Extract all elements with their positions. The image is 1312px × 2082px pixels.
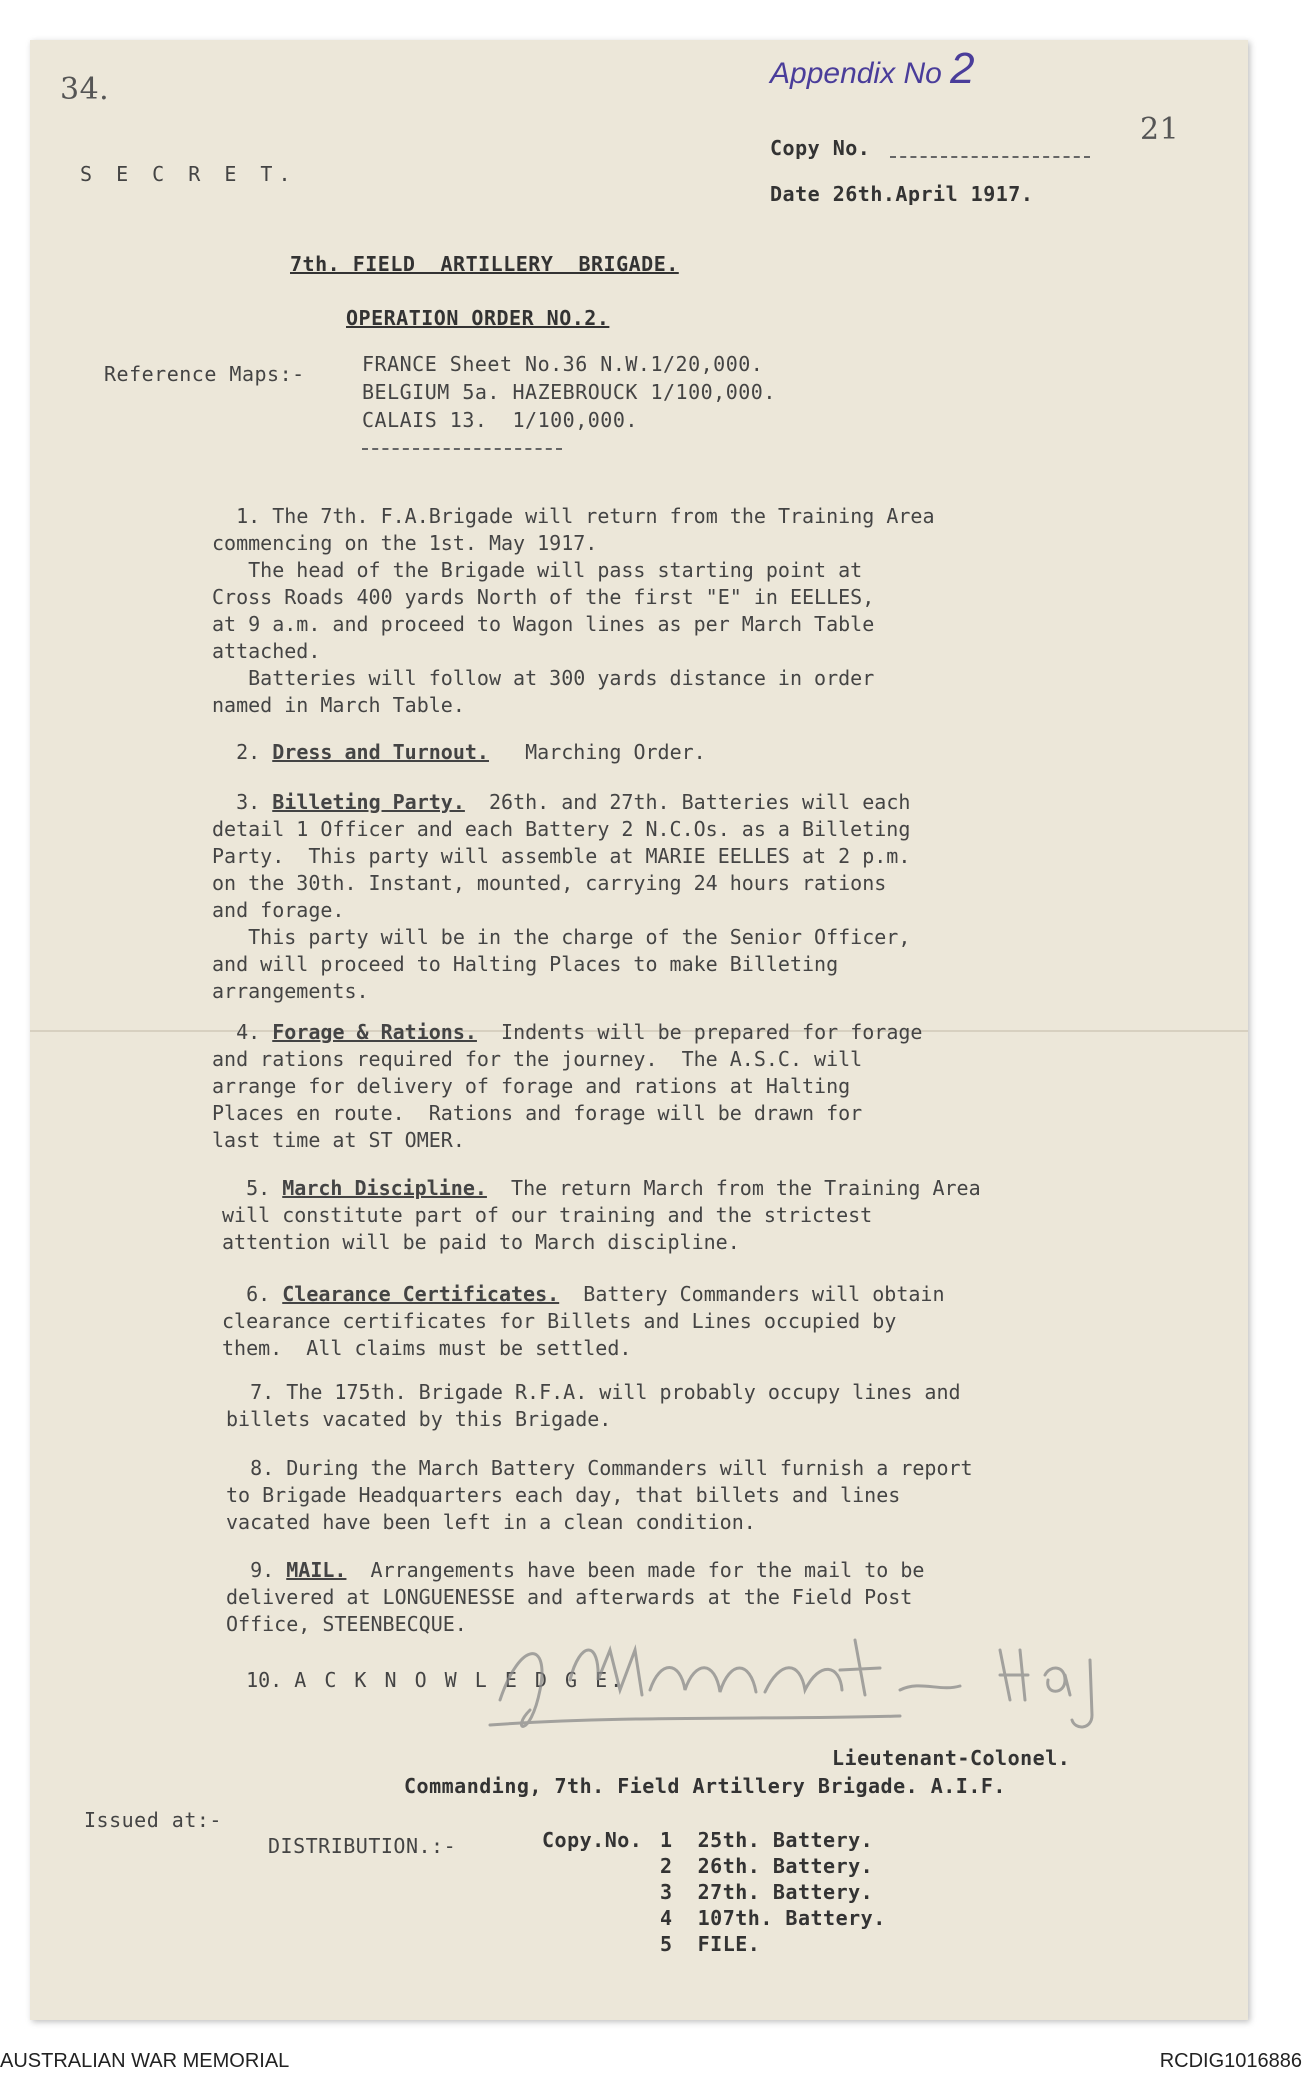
page-number-right: 21 [1140, 112, 1180, 147]
distribution-item: 5 FILE. [660, 1932, 761, 1956]
distribution-item: 1 25th. Battery. [660, 1828, 874, 1852]
paragraph-number: 8. [250, 1456, 275, 1480]
distribution-copy-label: Copy.No. [542, 1828, 643, 1852]
paragraph-3 [212, 762, 910, 1005]
paragraph-6 [222, 1254, 945, 1362]
distribution-item: 2 26th. Battery. [660, 1854, 874, 1878]
paragraph-heading: MAIL. [286, 1558, 347, 1582]
appendix-number: 2 [950, 44, 975, 93]
reference-underline [362, 448, 562, 450]
copy-number-line [890, 156, 1090, 158]
paragraph-text: Marching Order. [525, 740, 706, 764]
paragraph-text: A C K N O W L E D G E. [294, 1668, 626, 1692]
handwritten-signature [480, 1620, 1140, 1740]
issued-at: Issued at:- [84, 1808, 222, 1832]
appendix-annotation [770, 44, 975, 94]
document-subtitle: OPERATION ORDER NO.2. [346, 306, 610, 330]
paragraph-4 [212, 992, 922, 1154]
paragraph-number: 9. [250, 1558, 275, 1582]
paragraph-8 [226, 1428, 973, 1536]
appendix-no-prefix: No [903, 57, 942, 90]
paragraph-2 [212, 712, 706, 766]
paragraph-text: Battery Commanders will obtain clearance certificates for Billets and Lines occupied by them. All claims must be settled. [222, 1282, 945, 1360]
page-number-left: 34. [60, 72, 110, 107]
paragraph-text: Arrangements have been made for the mail to be delivered at LONGUENESSE and afterwards at the Field Post Office, STEENBECQUE. [226, 1558, 925, 1636]
reference-label: Reference Maps:- [104, 362, 305, 386]
order-date: Date 26th.April 1917. [770, 182, 1034, 206]
paragraph-5 [222, 1148, 981, 1256]
paragraph-number: 1. [236, 504, 261, 528]
paragraph-text: The return March from the Training Area will constitute part of our training and the strictest attention will be paid to March discipline. [222, 1176, 981, 1254]
paragraph-number: 4. [236, 1020, 261, 1044]
paragraph-text: The 175th. Brigade R.F.A. will probably occupy lines and billets vacated by this Brigade. [226, 1380, 961, 1431]
paragraph-number: 7. [250, 1380, 275, 1404]
paragraph-heading: Billeting Party. [272, 790, 465, 814]
paragraph-number: 10. [246, 1668, 283, 1692]
paragraph-number: 5. [246, 1176, 271, 1200]
paragraph-number: 3. [236, 790, 261, 814]
appendix-label: Appendix [770, 57, 896, 90]
copy-label: Copy No. [770, 136, 871, 160]
paragraph-number: 6. [246, 1282, 271, 1306]
document-title: 7th. FIELD ARTILLERY BRIGADE. [290, 252, 679, 276]
paragraph-text: Indents will be prepared for forage and rations required for the journey. The A.S.C. will arrange for delivery of forage and rations at Halting Places en route. Rations and forage will be drawn for last time at ST OMER. [212, 1020, 923, 1152]
reference-map-1: FRANCE Sheet No.36 N.W.1/20,000. [362, 352, 764, 376]
paragraph-text: 26th. and 27th. Batteries will each detail 1 Officer and each Battery 2 N.C.Os. as a Billeting Party. This party will assemble at MARIE EELLES at 2 p.m. on the 30th. Instant, mounted, carrying 24 hours rations and forage. This party will be in the charge of the Senior Officer, and will proceed to Halting Places to make Billeting arrangements. [212, 790, 911, 1003]
paragraph-7 [226, 1352, 961, 1433]
reference-map-3: CALAIS 13. 1/100,000. [362, 408, 638, 432]
archive-caption-right: RCDIG1016886 [1159, 2050, 1302, 2072]
paragraph-text: The 7th. F.A.Brigade will return from the Training Area commencing on the 1st. May 1917. The head of the Brigade will pass starting point at Cross Roads 400 yards North of the first "E" in EELLES, at 9 a.m. and proceed to Wagon lines as per March Table attached. Batteries will follow at 300 yards distance in order named in March Table. [212, 504, 935, 717]
classification: S E C R E T. [80, 162, 297, 186]
paragraph-heading: March Discipline. [282, 1176, 487, 1200]
distribution-item: 4 107th. Battery. [660, 1906, 886, 1930]
distribution-item: 3 27th. Battery. [660, 1880, 874, 1904]
archive-caption-left: AUSTRALIAN WAR MEMORIAL [0, 2050, 290, 2072]
reference-map-2: BELGIUM 5a. HAZEBROUCK 1/100,000. [362, 380, 776, 404]
paragraph-text: During the March Battery Commanders will furnish a report to Brigade Headquarters each day, that billets and lines vacated have been left in a clean condition. [226, 1456, 973, 1534]
paragraph-heading: Dress and Turnout. [272, 740, 489, 764]
paragraph-heading: Clearance Certificates. [282, 1282, 560, 1306]
paragraph-number: 2. [236, 740, 261, 764]
signatory-rank: Lieutenant-Colonel. [832, 1746, 1071, 1770]
paragraph-1 [212, 476, 935, 719]
paragraph-heading: Forage & Rations. [272, 1020, 477, 1044]
distribution-label: DISTRIBUTION.:- [268, 1834, 457, 1858]
signatory-command: Commanding, 7th. Field Artillery Brigade. A.I.F. [404, 1774, 1006, 1798]
